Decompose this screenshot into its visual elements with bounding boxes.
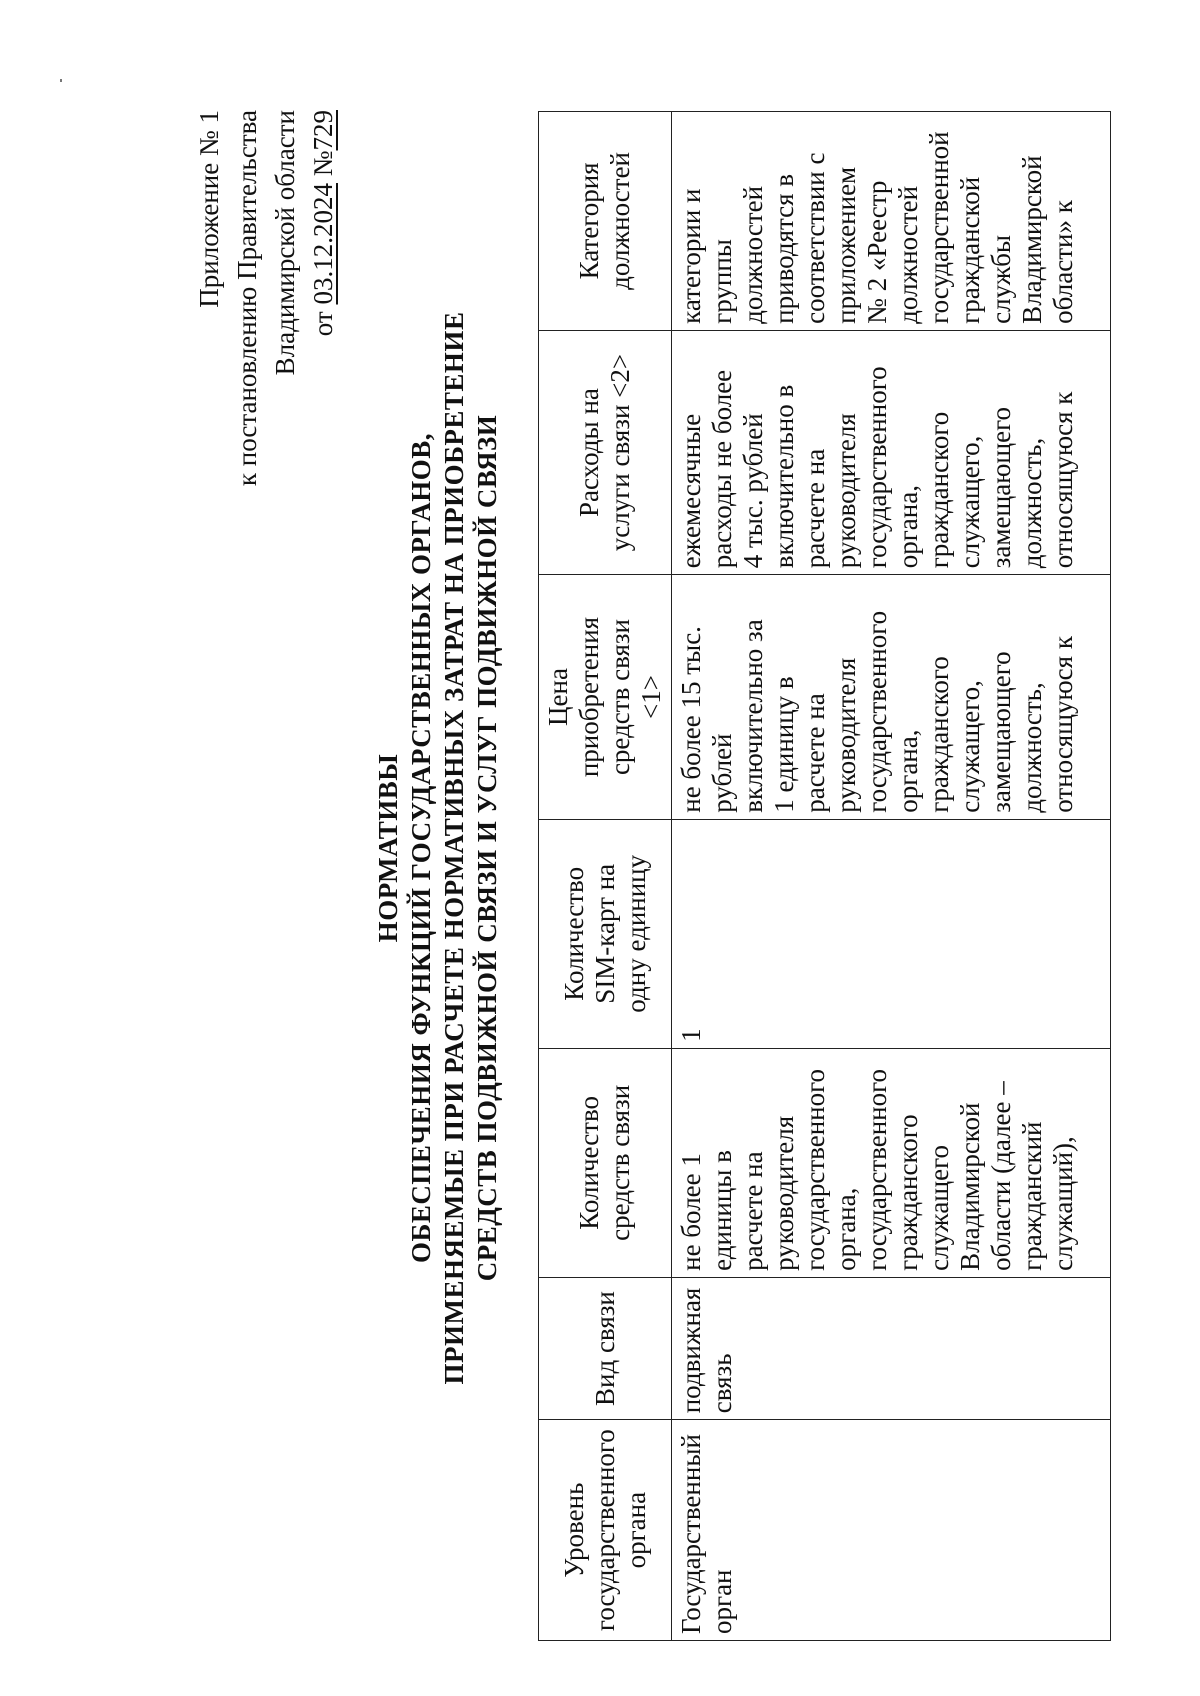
header-device-count: Количество средств связи [539, 1048, 672, 1277]
cell-purchase-price: не более 15 тыс. рублей включительно за 1 единицу в расчете на руководителя государственного органа, гражданского служащего, замещающего должность, относящуюся к [672, 575, 1111, 819]
date-prefix: от [308, 311, 338, 337]
cell-device-count: не более 1 единицы в расчете на руководителя государственного органа, государственного гражданского служащего Владимирской области (далее – гражданский служащий), [672, 1048, 1111, 1277]
norms-table [538, 111, 1111, 1641]
document-title [372, 0, 504, 1696]
scan-speck [60, 79, 62, 82]
resolution-date: 03.12.2024 [308, 183, 338, 305]
title-line-2: ОБЕСПЕЧЕНИЯ ФУНКЦИЙ ГОСУДАРСТВЕННЫХ ОРГАНОВ, [406, 433, 436, 1263]
appendix-header [190, 110, 342, 486]
title-line-3: ПРИМЕНЯЕМЫЕ ПРИ РАСЧЕТЕ НОРМАТИВНЫХ ЗАТРАТ НА ПРИОБРЕТЕНИЕ [439, 311, 469, 1385]
title-line-1: НОРМАТИВЫ [373, 753, 403, 943]
header-sim-count: Количество SIM-карт на одну единицу [539, 819, 672, 1048]
title-line-4: СРЕДСТВ ПОДВИЖНОЙ СВЯЗИ И УСЛУГ ПОДВИЖНОЙ СВЯЗИ [472, 414, 502, 1282]
appendix-line-2: к постановлению Правительства [232, 110, 262, 487]
cell-sim-count: 1 [672, 819, 1111, 1048]
cell-position-category: категории и группы должностей приводятся в соответствии с приложением № 2 «Реестр должностей государственной гражданской службы Владимирской области» к [672, 112, 1111, 331]
header-communication-type: Вид связи [539, 1277, 672, 1419]
resolution-number: 729 [308, 110, 338, 151]
cell-body-level: Государственный орган [672, 1420, 1111, 1641]
table-header-row [539, 112, 672, 1641]
appendix-line-1: Приложение № 1 [194, 110, 224, 308]
header-purchase-price: Цена приобретения средств связи <1> [539, 575, 672, 819]
header-position-category: Категория должностей [539, 112, 672, 331]
number-prefix: № [308, 150, 338, 177]
cell-service-expenses: ежемесячные расходы не более 4 тыс. рублей включительно в расчете на руководителя государственного органа, гражданского служащего, замещающего должность, относящуюся к [672, 330, 1111, 574]
appendix-date-line [304, 110, 342, 486]
table-row [672, 112, 1111, 1641]
header-service-expenses: Расходы на услуги связи <2> [539, 330, 672, 574]
header-body-level: Уровень государственного органа [539, 1420, 672, 1641]
appendix-line-3: Владимирской области [270, 110, 300, 376]
cell-communication-type: подвижная связь [672, 1277, 1111, 1419]
